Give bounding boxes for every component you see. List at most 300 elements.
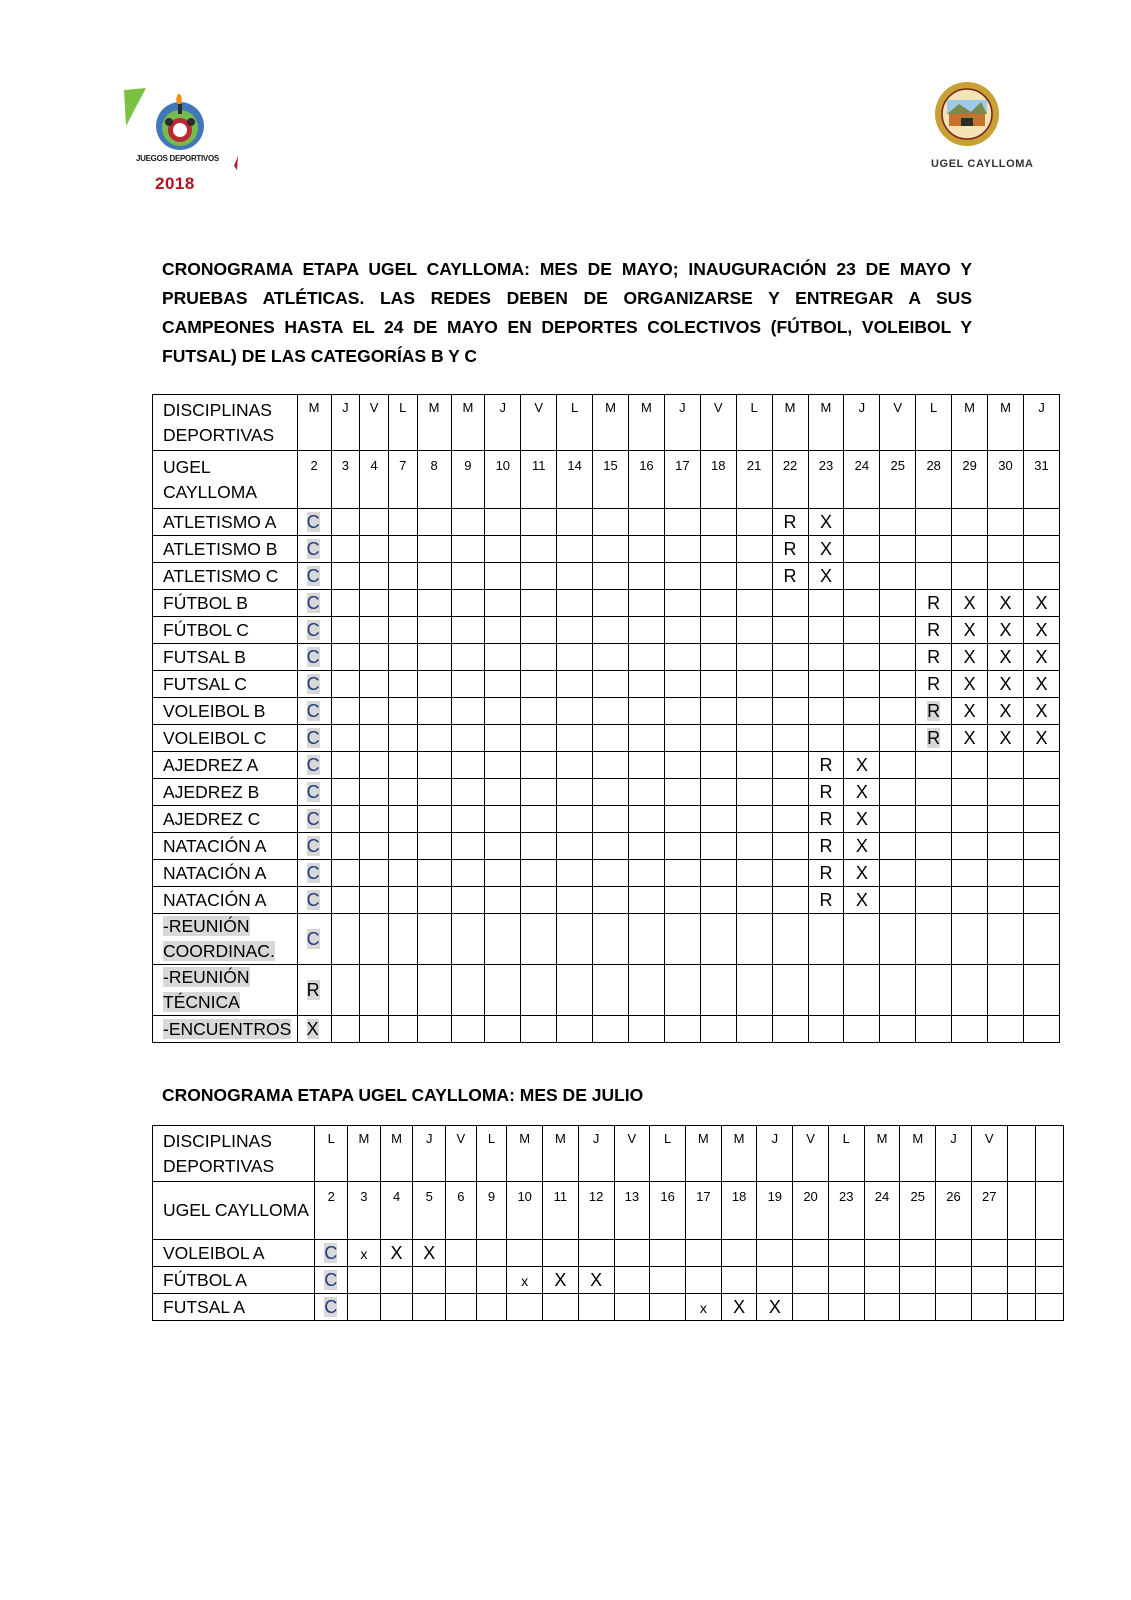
schedule-cell: [664, 833, 700, 860]
day-letter: M: [628, 395, 664, 451]
schedule-cell: [664, 887, 700, 914]
schedule-cell: [916, 725, 952, 752]
date-number: 20: [793, 1182, 829, 1240]
discipline-label-text: -REUNIÓN COORDINAC.: [163, 916, 275, 961]
schedule-cell: [952, 965, 988, 1016]
schedule-cell: [952, 914, 988, 965]
date-number: 29: [952, 451, 988, 509]
schedule-cell: [736, 914, 772, 965]
schedule-cell: [864, 1240, 900, 1267]
schedule-cell: [557, 671, 593, 698]
discipline-label: [153, 1240, 315, 1267]
ugel-seal-icon: [925, 80, 1045, 156]
date-number: 10: [485, 451, 521, 509]
schedule-cell: [988, 1016, 1024, 1043]
schedule-cell: [628, 965, 664, 1016]
schedule-cell: [700, 752, 736, 779]
schedule-cell: [360, 914, 389, 965]
schedule-cell: [757, 1267, 793, 1294]
schedule-cell: [988, 914, 1024, 965]
schedule-cell: [388, 887, 417, 914]
schedule-cell: [808, 725, 844, 752]
discipline-label-text: FUTSAL C: [163, 673, 247, 694]
schedule-cell: [485, 860, 521, 887]
schedule-cell: [417, 725, 451, 752]
schedule-cell: [664, 590, 700, 617]
schedule-cell: [772, 806, 808, 833]
schedule-cell: [451, 644, 485, 671]
discipline-row: [153, 860, 1060, 887]
schedule-mark: R: [927, 727, 941, 748]
first-day-cell: [297, 860, 331, 887]
schedule-mark: X: [963, 619, 976, 640]
ugel-name-text: UGEL CAYLLOMA: [931, 158, 1034, 170]
date-number: 9: [476, 1182, 507, 1240]
schedule-cell: [664, 806, 700, 833]
schedule-mark: X: [306, 1018, 319, 1039]
schedule-cell: [808, 671, 844, 698]
schedule-cell: [593, 590, 629, 617]
discipline-label-text: FÚTBOL A: [163, 1269, 247, 1290]
date-number: 8: [417, 451, 451, 509]
schedule-cell: [388, 1016, 417, 1043]
schedule-cell: [628, 698, 664, 725]
schedule-cell: [451, 1016, 485, 1043]
schedule-cell: [485, 914, 521, 965]
first-day-cell: [297, 725, 331, 752]
schedule-cell: [485, 965, 521, 1016]
schedule-cell: [557, 833, 593, 860]
schedule-cell: [916, 536, 952, 563]
schedule-cell: [772, 698, 808, 725]
schedule-cell: [451, 806, 485, 833]
first-day-cell: [297, 833, 331, 860]
schedule-mark: R: [927, 673, 941, 694]
schedule-cell: [916, 914, 952, 965]
discipline-row: [153, 833, 1060, 860]
schedule-cell: [388, 860, 417, 887]
schedule-cell: [628, 833, 664, 860]
schedule-mark: X: [1035, 592, 1048, 613]
discipline-row: [153, 779, 1060, 806]
schedule-cell: [880, 644, 916, 671]
schedule-cell: [388, 806, 417, 833]
schedule-cell: [331, 1016, 360, 1043]
schedule-cell: [578, 1294, 614, 1321]
schedule-mark: X: [819, 538, 832, 559]
schedule-cell: [736, 752, 772, 779]
discipline-label: [153, 590, 298, 617]
header-days-row: [153, 1126, 1064, 1182]
discipline-row: [153, 536, 1060, 563]
schedule-cell: [628, 563, 664, 590]
schedule-cell: [1023, 725, 1059, 752]
discipline-label: [153, 1016, 298, 1043]
schedule-mark: C: [306, 808, 320, 829]
discipline-label: [153, 806, 298, 833]
schedule-cell: [451, 887, 485, 914]
schedule-cell: [988, 752, 1024, 779]
schedule-cell: [736, 833, 772, 860]
header-dates-row: [153, 451, 1060, 509]
schedule-cell: [793, 1267, 829, 1294]
schedule-cell: [793, 1294, 829, 1321]
schedule-cell: [916, 563, 952, 590]
schedule-cell: [1023, 833, 1059, 860]
schedule-cell: [952, 860, 988, 887]
schedule-cell: [808, 509, 844, 536]
schedule-cell: [772, 725, 808, 752]
schedule-cell: [476, 1294, 507, 1321]
schedule-cell: [417, 644, 451, 671]
schedule-cell: [331, 644, 360, 671]
schedule-mark: X: [855, 808, 868, 829]
date-number: [1007, 1182, 1036, 1240]
day-letter: V: [880, 395, 916, 451]
date-number: 5: [413, 1182, 446, 1240]
schedule-cell: [413, 1240, 446, 1267]
schedule-cell: [880, 617, 916, 644]
schedule-cell: [916, 698, 952, 725]
first-day-cell: [297, 644, 331, 671]
schedule-cell: [521, 779, 557, 806]
schedule-cell: [952, 698, 988, 725]
schedule-cell: [543, 1267, 579, 1294]
schedule-cell: [700, 779, 736, 806]
day-letter: V: [971, 1126, 1007, 1182]
schedule-cell: [331, 590, 360, 617]
july-schedule-heading: CRONOGRAMA ETAPA UGEL CAYLLOMA: MES DE JULIO: [162, 1085, 644, 1105]
schedule-cell: [331, 536, 360, 563]
schedule-cell: [880, 914, 916, 965]
schedule-cell: [844, 590, 880, 617]
schedule-cell: [593, 725, 629, 752]
schedule-mark: X: [999, 646, 1012, 667]
schedule-cell: [772, 752, 808, 779]
schedule-cell: [521, 860, 557, 887]
schedule-cell: [451, 509, 485, 536]
schedule-cell: [628, 644, 664, 671]
schedule-cell: [664, 536, 700, 563]
date-number: 15: [593, 451, 629, 509]
schedule-cell: [664, 914, 700, 965]
schedule-cell: [988, 860, 1024, 887]
schedule-cell: [521, 617, 557, 644]
day-letter: M: [417, 395, 451, 451]
schedule-cell: [1036, 1267, 1064, 1294]
date-number: 3: [348, 1182, 381, 1240]
schedule-cell: [521, 1016, 557, 1043]
schedule-cell: [988, 671, 1024, 698]
schedule-cell: [664, 752, 700, 779]
first-day-cell: [297, 965, 331, 1016]
discipline-label-text: ATLETISMO B: [163, 538, 278, 559]
schedule-cell: [916, 887, 952, 914]
schedule-cell: [451, 590, 485, 617]
schedule-cell: [451, 698, 485, 725]
schedule-cell: [557, 779, 593, 806]
schedule-mark: X: [999, 619, 1012, 640]
schedule-mark: X: [999, 673, 1012, 694]
schedule-mark: X: [1035, 727, 1048, 748]
schedule-cell: [988, 590, 1024, 617]
schedule-cell: [700, 617, 736, 644]
discipline-row: [153, 590, 1060, 617]
schedule-cell: [1023, 671, 1059, 698]
schedule-mark: R: [819, 835, 833, 856]
schedule-cell: [507, 1240, 543, 1267]
schedule-cell: [844, 887, 880, 914]
schedule-cell: [880, 590, 916, 617]
schedule-cell: [331, 698, 360, 725]
schedule-cell: [736, 1016, 772, 1043]
date-number: 22: [772, 451, 808, 509]
schedule-cell: [417, 617, 451, 644]
schedule-cell: [828, 1240, 864, 1267]
schedule-cell: [388, 671, 417, 698]
first-day-cell: [315, 1267, 348, 1294]
first-day-cell: [297, 509, 331, 536]
schedule-cell: [417, 914, 451, 965]
schedule-cell: [700, 563, 736, 590]
day-letter: L: [828, 1126, 864, 1182]
first-day-cell: [297, 1016, 331, 1043]
schedule-cell: [593, 563, 629, 590]
discipline-label-text: AJEDREZ A: [163, 754, 259, 775]
schedule-cell: [772, 617, 808, 644]
schedule-cell: [331, 965, 360, 1016]
date-number: 16: [628, 451, 664, 509]
schedule-cell: [664, 563, 700, 590]
schedule-cell: [557, 914, 593, 965]
schedule-cell: [700, 965, 736, 1016]
schedule-cell: [593, 617, 629, 644]
date-number: 18: [721, 1182, 757, 1240]
schedule-cell: [736, 617, 772, 644]
schedule-cell: [988, 833, 1024, 860]
first-day-cell: [297, 617, 331, 644]
schedule-cell: [685, 1294, 721, 1321]
schedule-cell: [700, 698, 736, 725]
date-number: 17: [664, 451, 700, 509]
schedule-mark: X: [1035, 673, 1048, 694]
schedule-cell: [360, 860, 389, 887]
schedule-cell: [952, 752, 988, 779]
schedule-cell: [844, 806, 880, 833]
schedule-cell: [844, 509, 880, 536]
schedule-cell: [485, 698, 521, 725]
schedule-cell: [952, 509, 988, 536]
juegos-deportivos-logo: [122, 86, 244, 194]
schedule-cell: [808, 617, 844, 644]
schedule-cell: [628, 887, 664, 914]
schedule-cell: [916, 779, 952, 806]
schedule-cell: [700, 725, 736, 752]
schedule-cell: [413, 1294, 446, 1321]
schedule-mark: X: [963, 673, 976, 694]
schedule-cell: [808, 860, 844, 887]
schedule-cell: [844, 1016, 880, 1043]
schedule-cell: [772, 779, 808, 806]
schedule-cell: [360, 536, 389, 563]
schedule-cell: [360, 1016, 389, 1043]
schedule-mark: X: [963, 727, 976, 748]
schedule-cell: [864, 1294, 900, 1321]
day-letter: M: [864, 1126, 900, 1182]
schedule-cell: [446, 1267, 477, 1294]
schedule-cell: [417, 806, 451, 833]
schedule-cell: [485, 806, 521, 833]
schedule-cell: [772, 671, 808, 698]
schedule-cell: [721, 1294, 757, 1321]
schedule-cell: [614, 1294, 650, 1321]
discipline-label-text: FUTSAL A: [163, 1296, 246, 1317]
schedule-cell: [388, 965, 417, 1016]
discipline-label-text: NATACIÓN A: [163, 889, 267, 910]
schedule-cell: [360, 563, 389, 590]
schedule-cell: [880, 806, 916, 833]
discipline-label: [153, 725, 298, 752]
schedule-cell: [736, 563, 772, 590]
schedule-mark: X: [999, 727, 1012, 748]
day-letter: [1036, 1126, 1064, 1182]
schedule-cell: [772, 644, 808, 671]
date-number: 24: [844, 451, 880, 509]
first-day-cell: [315, 1294, 348, 1321]
schedule-cell: [388, 617, 417, 644]
schedule-cell: [650, 1294, 686, 1321]
schedule-cell: [1023, 617, 1059, 644]
schedule-cell: [593, 644, 629, 671]
discipline-label: [153, 563, 298, 590]
schedule-mark: X: [390, 1242, 403, 1263]
schedule-mark: C: [306, 619, 320, 640]
schedule-cell: [521, 509, 557, 536]
first-day-cell: [297, 806, 331, 833]
schedule-cell: [557, 563, 593, 590]
schedule-cell: [971, 1294, 1007, 1321]
schedule-cell: [593, 1016, 629, 1043]
discipline-label: [153, 833, 298, 860]
schedule-cell: [844, 914, 880, 965]
schedule-cell: [485, 536, 521, 563]
discipline-label: [153, 698, 298, 725]
schedule-cell: [476, 1240, 507, 1267]
schedule-cell: [808, 644, 844, 671]
schedule-cell: [331, 725, 360, 752]
schedule-cell: [952, 806, 988, 833]
date-number: 23: [828, 1182, 864, 1240]
schedule-mark: X: [423, 1242, 436, 1263]
schedule-cell: [593, 752, 629, 779]
schedule-cell: [388, 914, 417, 965]
schedule-mark: C: [306, 862, 320, 883]
discipline-label: [153, 965, 298, 1016]
header-disciplinas: DISCIPLINAS DEPORTIVAS: [153, 395, 298, 451]
date-number: 9: [451, 451, 485, 509]
day-letter: M: [900, 1126, 936, 1182]
schedule-cell: [557, 725, 593, 752]
schedule-cell: [988, 779, 1024, 806]
day-letter: M: [772, 395, 808, 451]
schedule-mark: C: [306, 727, 320, 748]
schedule-cell: [988, 617, 1024, 644]
schedule-cell: [417, 509, 451, 536]
schedule-cell: [736, 725, 772, 752]
discipline-label-text: NATACIÓN A: [163, 835, 267, 856]
schedule-cell: [451, 779, 485, 806]
schedule-cell: [417, 536, 451, 563]
schedule-mark: R: [819, 889, 833, 910]
date-number: 2: [297, 451, 331, 509]
schedule-cell: [844, 563, 880, 590]
schedule-cell: [880, 752, 916, 779]
schedule-cell: [952, 725, 988, 752]
schedule-cell: [593, 671, 629, 698]
schedule-cell: [736, 509, 772, 536]
schedule-cell: [331, 887, 360, 914]
discipline-row: [153, 671, 1060, 698]
schedule-cell: [988, 536, 1024, 563]
schedule-cell: [388, 644, 417, 671]
schedule-cell: [916, 509, 952, 536]
schedule-cell: [593, 965, 629, 1016]
day-letter: L: [315, 1126, 348, 1182]
schedule-cell: [388, 752, 417, 779]
schedule-cell: [916, 806, 952, 833]
discipline-label: [153, 779, 298, 806]
schedule-cell: [557, 617, 593, 644]
day-letter: J: [578, 1126, 614, 1182]
schedule-cell: [485, 833, 521, 860]
schedule-cell: [808, 887, 844, 914]
schedule-cell: [557, 536, 593, 563]
schedule-cell: [664, 644, 700, 671]
schedule-cell: [628, 752, 664, 779]
first-day-cell: [297, 914, 331, 965]
schedule-cell: [417, 671, 451, 698]
schedule-cell: [417, 752, 451, 779]
schedule-mark: C: [306, 781, 320, 802]
schedule-mark: R: [783, 538, 797, 559]
schedule-cell: [952, 833, 988, 860]
schedule-cell: [614, 1267, 650, 1294]
date-number: 4: [380, 1182, 413, 1240]
discipline-row: [153, 1294, 1064, 1321]
schedule-cell: [880, 779, 916, 806]
date-number: 28: [916, 451, 952, 509]
schedule-cell: [451, 914, 485, 965]
schedule-mark: C: [306, 754, 320, 775]
schedule-cell: [360, 806, 389, 833]
schedule-cell: [664, 779, 700, 806]
schedule-cell: [736, 698, 772, 725]
schedule-cell: [988, 806, 1024, 833]
schedule-cell: [446, 1294, 477, 1321]
schedule-cell: [808, 779, 844, 806]
schedule-mark: C: [306, 673, 320, 694]
discipline-label: [153, 860, 298, 887]
schedule-cell: [417, 887, 451, 914]
schedule-cell: [880, 671, 916, 698]
day-letter: M: [543, 1126, 579, 1182]
schedule-cell: [700, 509, 736, 536]
schedule-cell: [700, 806, 736, 833]
discipline-row: [153, 1016, 1060, 1043]
schedule-cell: [348, 1240, 381, 1267]
schedule-mark: X: [819, 511, 832, 532]
schedule-cell: [521, 698, 557, 725]
